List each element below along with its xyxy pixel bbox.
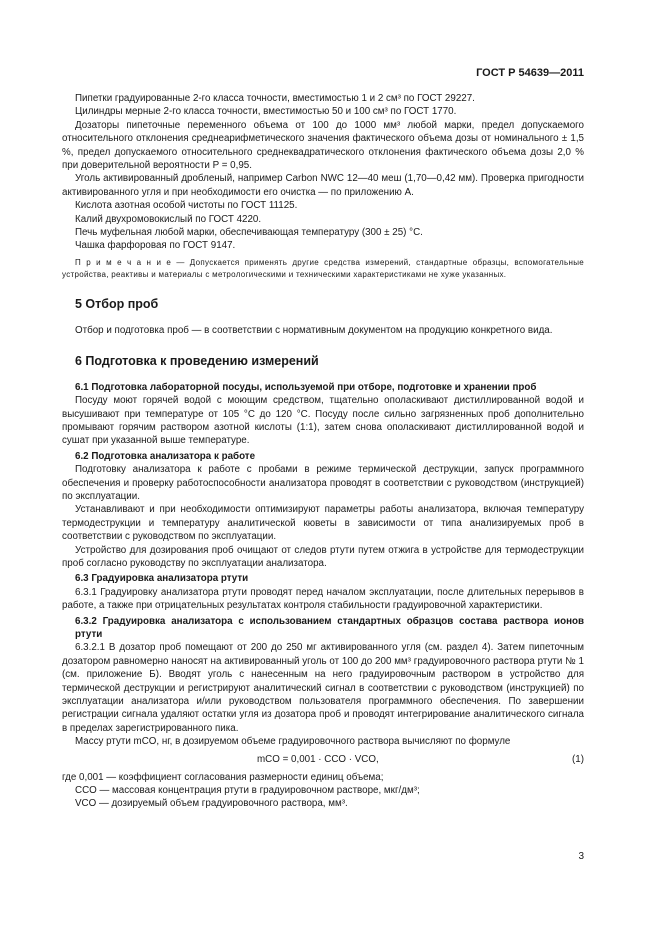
- equipment-item: Цилиндры мерные 2-го класса точности, вместимостью 50 и 100 см³ по ГОСТ 1770.: [75, 106, 457, 118]
- equipment-item: Печь муфельная любой марки, обеспечивающая температуру (300 ± 25) °С.: [75, 227, 423, 239]
- clause-6-3-2-heading: 6.3.2 Градуировка анализатора с использованием стандартных образцов состава раствора ионов ртути: [75, 615, 584, 640]
- page-number: 3: [578, 851, 584, 862]
- subsection-6-2-heading: 6.2 Подготовка анализатора к работе: [75, 450, 256, 462]
- note: П р и м е ч а н и е — Допускается применять другие средства измерений, стандартные образцы, вспомогательные устройства, реактивы и материалы с метрологическими и техническими характеристиками не хуже указанных.: [62, 257, 584, 279]
- page-content: [62, 92, 584, 811]
- formula-number: (1): [572, 753, 584, 765]
- mass-intro: Массу ртути mCO, нг, в дозируемом объеме градуировочного раствора вычисляют по формуле: [75, 736, 511, 748]
- formula-row: [62, 753, 584, 767]
- formula: mCO = 0,001 · CCO · VCO,: [257, 753, 379, 765]
- section-5-text: Отбор и подготовка проб — в соответствии с нормативным документом на продукцию конкретного вида.: [75, 324, 553, 336]
- equipment-item: Чашка фарфоровая по ГОСТ 9147.: [75, 240, 236, 252]
- subsection-6-2-p1: Подготовку анализатора к работе с пробами в режиме термической деструкции, запуск программного обеспечения и проверку работоспособности анализатора проводят в соответствии с руководством (инструкцией) по эксплуатации.: [62, 464, 584, 502]
- subsection-6-1-heading: 6.1 Подготовка лабораторной посуды, используемой при отборе, подготовке и хранении проб: [75, 381, 537, 393]
- section-5-heading: 5 Отбор проб: [75, 297, 159, 312]
- equipment-item: Кислота азотная особой чистоты по ГОСТ 11125.: [75, 200, 298, 212]
- where-line-3: VCO — дозируемый объем градуировочного раствора, мм³.: [75, 798, 348, 810]
- equipment-item: Пипетки градуированные 2-го класса точности, вместимостью 1 и 2 см³ по ГОСТ 29227.: [75, 93, 475, 104]
- subsection-6-2-p2: Устанавливают и при необходимости оптимизируют параметры работы анализатора, включая температуру термодеструкции и температуру аналитической кюветы в зависимости от типа анализируемых проб в соответствии с руководством по эксплуатации.: [62, 504, 584, 543]
- where-line-2: CCO — массовая концентрация ртути в градуировочном растворе, мкг/дм³;: [75, 785, 420, 797]
- clause-6-3-1: 6.3.1 Градуировку анализатора ртути проводят перед началом эксплуатации, после длительных перерывов в работе, а также при отрицательных результатах контроля стабильности градуировочной характеристики.: [62, 586, 584, 612]
- equipment-item: Дозаторы пипеточные переменного объема от 100 до 1000 мм³ любой марки, предел допускаемого относительного отклонения среднеарифметического значения фактического объема дозы от номинального ± 1,5 %, предел допускаемого относительного среднеквадратического отклонения фактического объема дозы 2,0 % при доверительной вероятности P = 0,95.: [62, 119, 584, 172]
- equipment-item: Калий двухромовокислый по ГОСТ 4220.: [75, 213, 262, 225]
- subsection-6-3-heading: 6.3 Градуировка анализатора ртути: [75, 573, 249, 585]
- section-6-heading: 6 Подготовка к проведению измерений: [75, 354, 319, 369]
- subsection-6-1-text: Посуду моют горячей водой с моющим средством, тщательно ополаскивают дистиллированной водой и высушивают при температуре от 105 °С до 120 °С. Посуду после сильно загрязненных проб дополнительно промывают горячим раствором азотной кислоты (1:1), затем снова ополаскивают дистиллированной водой и сушат при указанной выше температуре.: [62, 395, 584, 447]
- equipment-item: Уголь активированный дробленый, например Carbon NWC 12—40 меш (1,70—0,42 мм). Проверка пригодности активированного угля и при необходимости его очистка — по приложению А.: [62, 173, 584, 198]
- where-line-1: где 0,001 — коэффициент согласования размерности единиц объема;: [62, 771, 384, 783]
- subsection-6-2-p3: Устройство для дозирования проб очищают от следов ртути путем отжига в устройстве для термодеструкции проб согласно руководству по эксплуатации анализатора.: [62, 544, 584, 569]
- clause-6-3-2-1: 6.3.2.1 В дозатор проб помещают от 200 до 250 мг активированного угля (см. раздел 4). Затем пипеточным дозатором равномерно наносят на активированный уголь от 100 до 200 мм³ градуировочного раствора ртути № 1 (см. приложение Б). Вводят уголь с нанесенным на него градуировочным раствором в устройство для термической деструкции и регистрируют аналитический сигнал в соответствии с руководством (инструкцией) по эксплуатации анализатора и/или руководством пользователя программного обеспечения. По завершении регистрации сигнала удаляют остатки угля из дозатора проб и проводят интегрирование аналитического сигнала в пределах зарегистрированного пика.: [62, 642, 584, 734]
- document-header: ГОСТ Р 54639—2011: [476, 67, 584, 79]
